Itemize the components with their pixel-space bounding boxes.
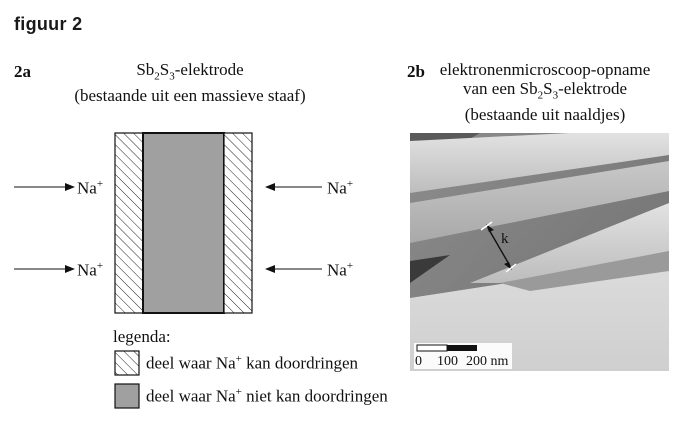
electrode-core xyxy=(143,133,224,313)
legend-item-penetrable: deel waar Na+ kan doordringen xyxy=(146,353,359,373)
scale-bar-black xyxy=(447,345,477,351)
panel-a-label: 2a xyxy=(14,62,31,81)
panel-a-title: $Sb_2S_3$-elektrode (bestaande uit een massieve staaf) xyxy=(74,60,306,106)
electron-micrograph xyxy=(410,133,669,371)
measure-label: k xyxy=(501,231,509,247)
ion-label-right-bottom: Na+ xyxy=(327,260,354,280)
legend-grey-swatch xyxy=(115,384,139,408)
scale-label-200: 200 nm xyxy=(466,354,509,369)
scale-label-0: 0 xyxy=(415,354,422,369)
ion-label-left-bottom: Na+ xyxy=(77,260,104,280)
ion-label-left-top: Na+ xyxy=(77,178,104,198)
hatched-layer-right xyxy=(224,133,252,313)
scale-bar-white xyxy=(417,345,447,351)
panel-b-label: 2b xyxy=(407,62,425,81)
hatched-layer-left xyxy=(115,133,143,313)
legend-item-non-penetrable: deel waar Na+ niet kan doordringen xyxy=(146,386,388,406)
figure-title: figuur 2 xyxy=(14,14,83,34)
legend-hatch-swatch xyxy=(115,351,139,375)
ion-label-right-top: Na+ xyxy=(327,178,354,198)
panel-b-title: elektronenmicroscoop-opname van een $Sb_2S_3$-elektrode (bestaande uit naaldjes) xyxy=(439,60,651,125)
scale-label-100: 100 xyxy=(437,354,458,369)
legend-title: legenda: xyxy=(113,327,171,346)
